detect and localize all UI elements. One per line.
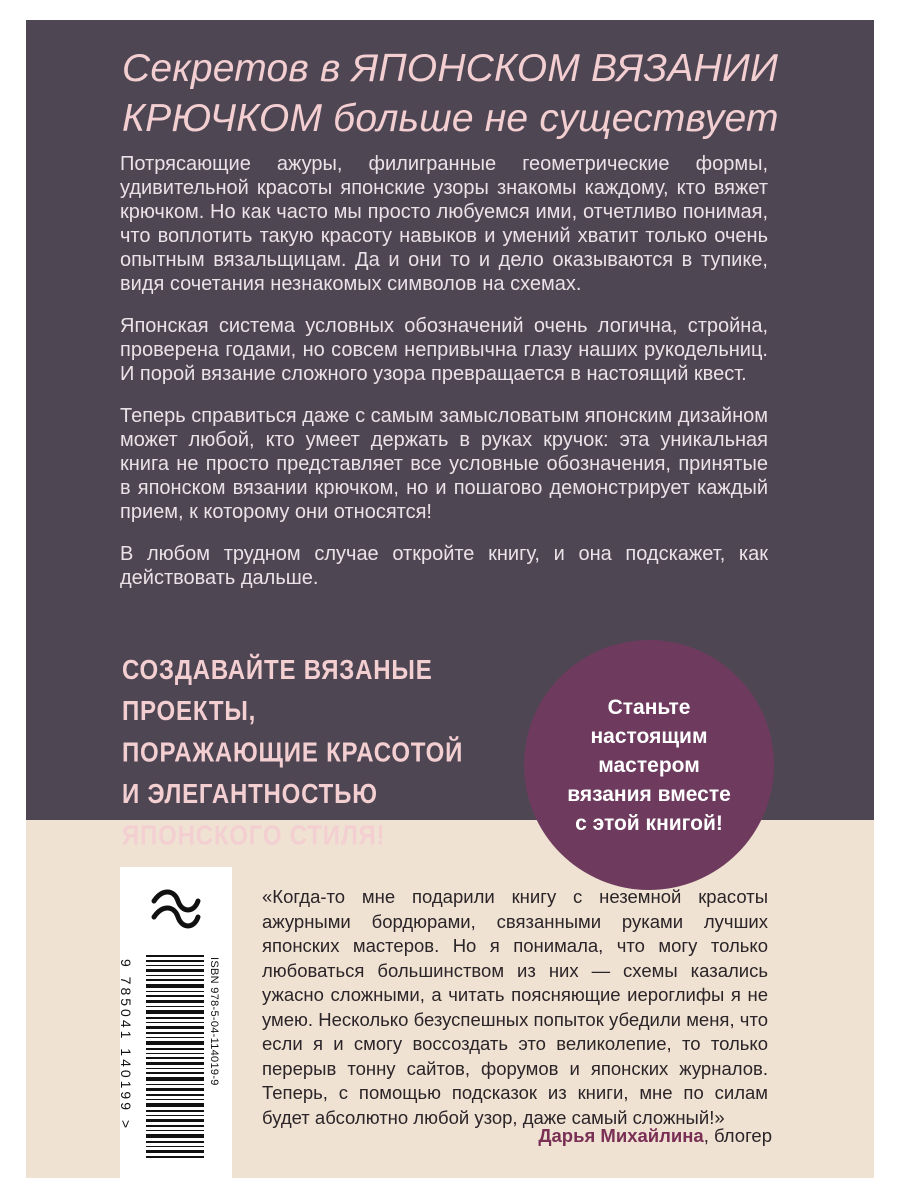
cta-line-3: И ЭЛЕГАНТНОСТЬЮ — [122, 778, 378, 810]
badge-line-4: вязания вместе — [567, 782, 731, 806]
description-paragraph-1: Потрясающие ажуры, филигранные геометрические формы, удивительной красоты японские узоры знакомы каждому, кто вяжет крючком. Но как часто мы просто любуемся ими, отчетливо понимая, что воплотить такую красоту навыков и умений хватит только очень опытным вязальщицам. Да и они то и дело оказываются в тупике, видя сочетания незнакомых символов на схемах. — [120, 153, 768, 295]
headline-line-2: КРЮЧКОМ больше не существует — [122, 97, 779, 140]
round-badge — [524, 640, 774, 890]
barcode-box — [120, 867, 232, 1178]
quote-text: «Когда-то мне подарили книгу с неземной красоты ажурными бордюрами, связанными руками лучших японских мастеров. Но я понимала, что могу только любоваться большинством из них — схемы казались ужасно сложными, а читать поясняющие иероглифы я не умею. Несколько безуспешных попыток убедили меня, что если я и смогу воссоздать это великолепие, то только перерыв тонну сайтов, форумов и японских журналов. Теперь, с помощью подсказок из книги, мне по силам будет абсолютно любой узор, даже самый сложный!» — [262, 886, 768, 1128]
testimonial-quote — [262, 885, 768, 1130]
cta-line-2: ПОРАЖАЮЩИЕ КРАСОТОЙ — [122, 737, 464, 769]
quote-attribution — [538, 1125, 772, 1147]
badge-line-2: настоящим — [590, 724, 708, 748]
badge-line-5: с этой книгой! — [575, 811, 723, 835]
book-back-cover — [26, 20, 874, 1178]
headline — [122, 44, 842, 144]
badge-line-3: мастером — [598, 753, 700, 777]
barcode-digits: 9 785041 140199 > — [118, 959, 134, 1132]
description-paragraph-3: Теперь справиться даже с самым замысловатым японским дизайном может любой, кто умеет держать в руках кручок: эта уникальная книга не просто представляет все условные обозначения, принятые в японском вязании крючком, но и пошагово демонстрирует каждый прием, к которому они относятся! — [120, 405, 768, 523]
quote-author: Дарья Михайлина — [538, 1125, 704, 1146]
badge-text — [567, 693, 731, 838]
call-to-action — [122, 650, 502, 857]
publisher-logo-icon — [150, 881, 202, 933]
headline-line-1: Секретов в ЯПОНСКОМ ВЯЗАНИИ — [122, 47, 779, 90]
description-paragraph-2: Японская система условных обозначений очень логична, стройна, проверена годами, но совсем непривычна глазу наших рукодельниц. И порой вязание сложного узора превращается в настоящий квест. — [120, 315, 768, 385]
description — [120, 152, 768, 608]
description-paragraph-4: В любом трудном случае откройте книгу, и она подскажет, как действовать дальше. — [120, 543, 768, 589]
cta-line-1: СОЗДАВАЙТЕ ВЯЗАНЫЕ ПРОЕКТЫ, — [122, 654, 433, 728]
quote-author-role: , блогер — [703, 1125, 772, 1146]
badge-line-1: Станьте — [607, 695, 691, 719]
cta-line-4: ЯПОНСКОГО СТИЛЯ! — [122, 820, 386, 852]
isbn-label: ISBN 978-5-04-114019-9 — [208, 957, 220, 1086]
